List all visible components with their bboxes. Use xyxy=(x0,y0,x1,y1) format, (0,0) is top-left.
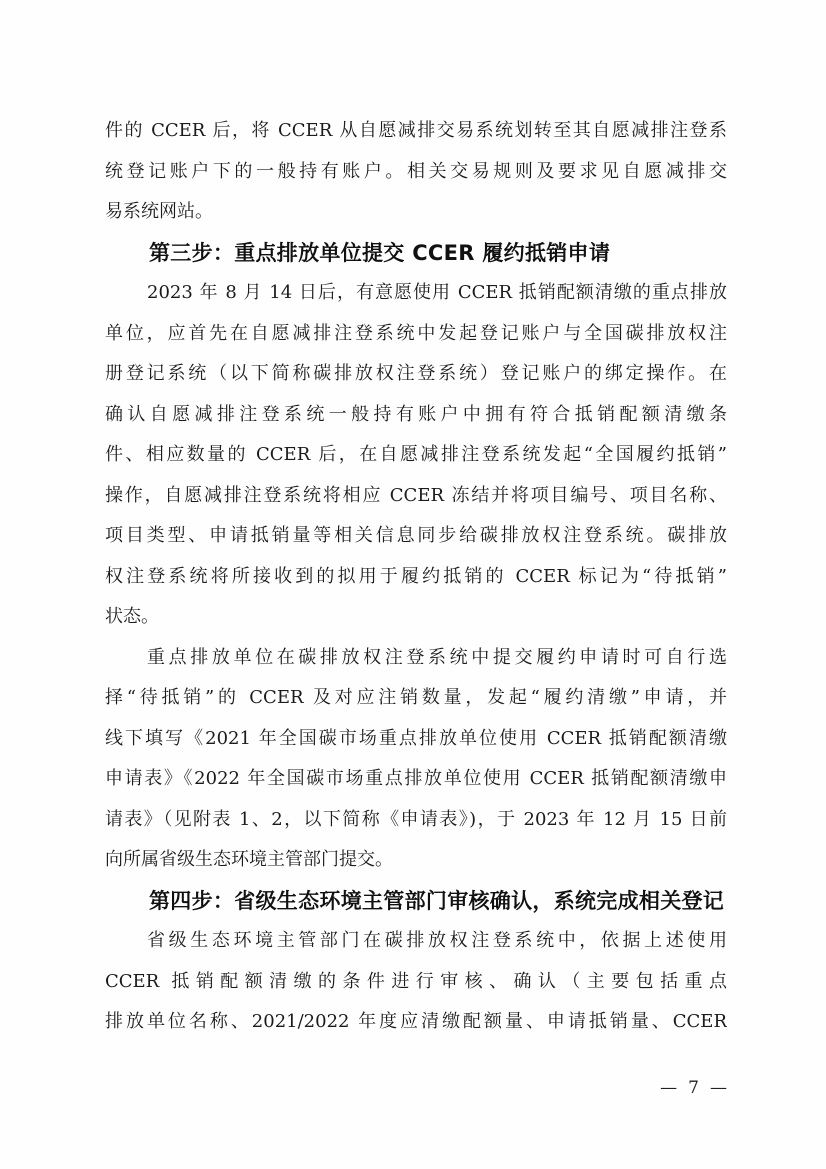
text-line: 择“待抵销”的 CCER 及对应注销数量，发起“履约清缴”申请，并 xyxy=(105,687,727,708)
text-line: 操作，自愿减排注登系统将相应 CCER 冻结并将项目编号、项目名称、 xyxy=(105,484,727,506)
text-line: 册登记系统（以下简称碳排放权注登系统）登记账户的绑定操作。在 xyxy=(105,363,727,384)
text-line: 状态。 xyxy=(105,606,159,627)
text-line: 项目类型、申请抵销量等相关信息同步给碳排放权注登系统。碳排放 xyxy=(105,525,727,546)
text-line: 确认自愿减排注登系统一般持有账户中拥有符合抵销配额清缴条 xyxy=(105,403,727,425)
text-line: 易系统网站。 xyxy=(105,201,213,222)
text-line: 单位，应首先在自愿减排注登系统中发起登记账户与全国碳排放权注 xyxy=(105,322,727,344)
text-line: 省级生态环境主管部门在碳排放权注登系统中，依据上述使用 xyxy=(147,930,727,951)
text-line: CCER 抵销配额清缴的条件进行审核、确认（主要包括重点 xyxy=(105,970,727,992)
document-body xyxy=(105,111,727,1043)
page-number-dash-right: — xyxy=(710,1078,727,1098)
page-number-dash-left: — xyxy=(660,1078,678,1098)
text-line: 重点排放单位在碳排放权注登系统中提交履约申请时可自行选 xyxy=(147,646,727,668)
page-number-value: 7 xyxy=(688,1078,699,1098)
text-line: 件、相应数量的 CCER 后，在自愿减排注登系统发起“全国履约抵销” xyxy=(105,444,727,465)
text-line: 排放单位名称、2021/2022 年度应清缴配额量、申请抵销量、CCER xyxy=(105,1011,727,1032)
text-line: 向所属省级生态环境主管部门提交。 xyxy=(105,849,393,870)
text-line: 线下填写《2021 年全国碳市场重点排放单位使用 CCER 抵销配额清缴 xyxy=(105,727,727,749)
text-line: 请表》（见附表 1、2，以下简称《申请表》)，于 2023 年 12 月 15 日前 xyxy=(105,808,727,830)
text-line: 件的 CCER 后，将 CCER 从自愿减排交易系统划转至其自愿减排注登系 xyxy=(105,120,727,141)
heading-step-3: 第三步：重点排放单位提交 CCER 履约抵销申请 xyxy=(149,240,611,265)
text-line: 统登记账户下的一般持有账户。相关交易规则及要求见自愿减排交 xyxy=(105,160,727,182)
text-line: 申请表》《2022 年全国碳市场重点排放单位使用 CCER 抵销配额清缴申 xyxy=(105,768,727,789)
heading-step-4: 第四步：省级生态环境主管部门审核确认，系统完成相关登记 xyxy=(149,888,725,913)
text-line: 权注登系统将所接收到的拟用于履约抵销的 CCER 标记为“待抵销” xyxy=(105,565,727,587)
page-number xyxy=(660,1078,727,1098)
text-line: 2023 年 8 月 14 日后，有意愿使用 CCER 抵销配额清缴的重点排放 xyxy=(147,282,727,303)
